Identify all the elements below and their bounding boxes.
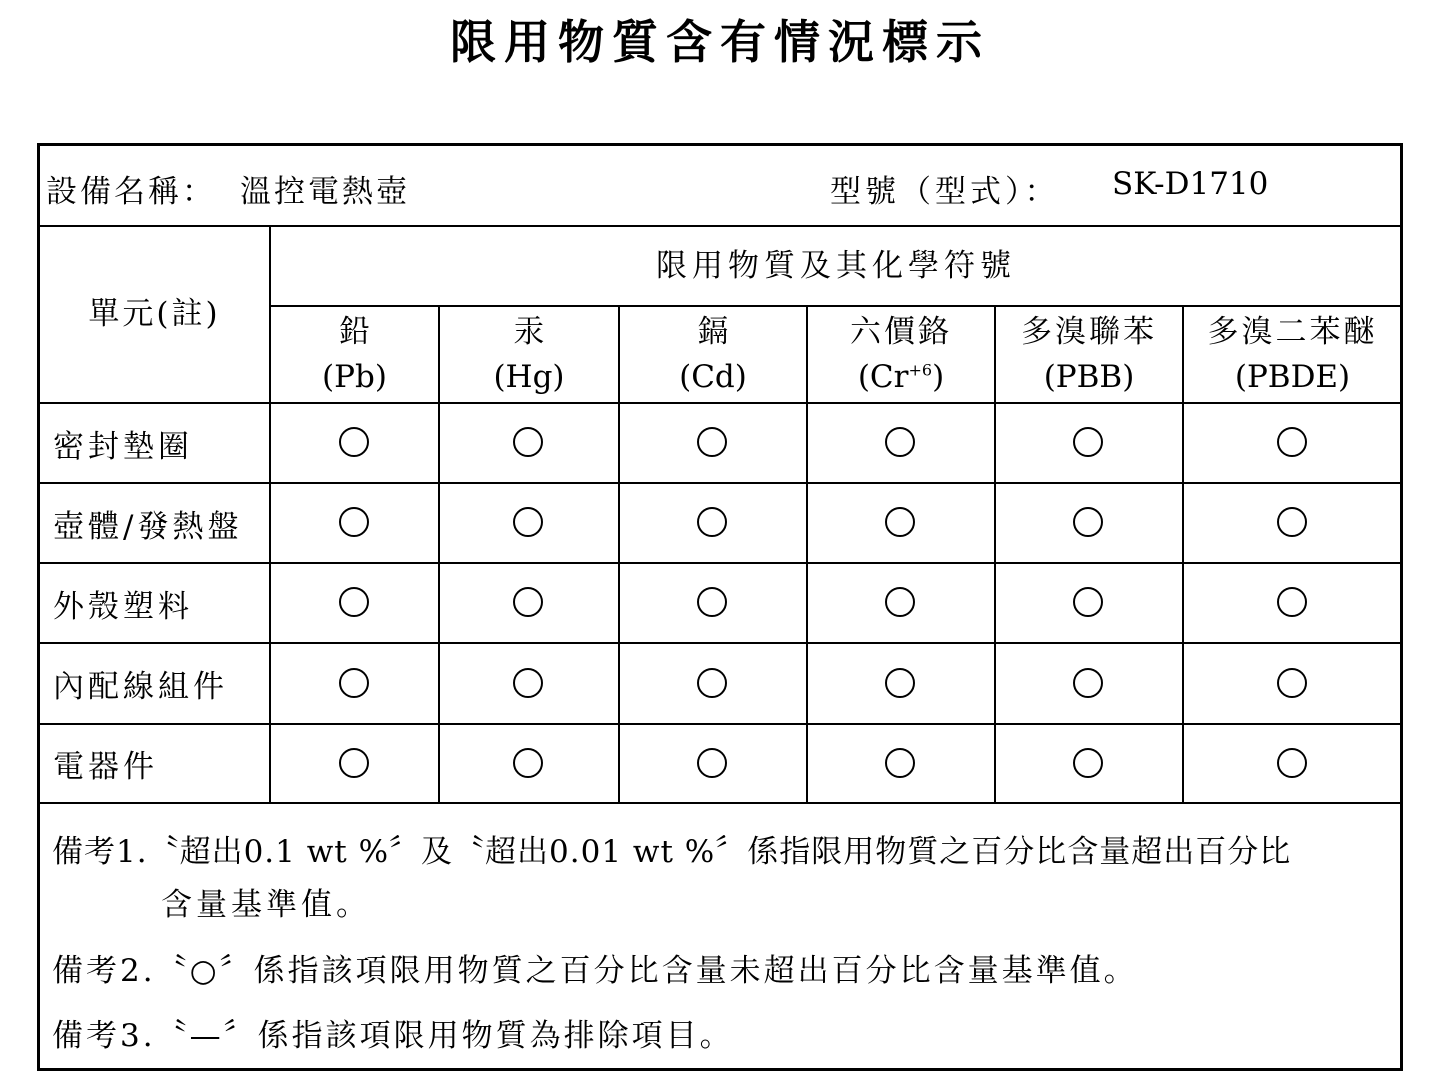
absent-mark-icon: [1277, 748, 1307, 778]
absent-mark-icon: [1277, 427, 1307, 457]
absent-mark-icon: [339, 427, 369, 457]
column-symbol: (PBDE): [1234, 358, 1351, 395]
absent-mark-icon: [1277, 668, 1307, 698]
absent-mark-icon: [339, 587, 369, 617]
divider: [38, 642, 1401, 644]
absent-mark-icon: [513, 587, 543, 617]
note-1-line-2: 含量基準值。: [161, 887, 371, 923]
absent-mark-icon: [697, 507, 727, 537]
column-name: 汞: [513, 313, 545, 350]
column-symbol: [858, 355, 944, 400]
absent-mark-icon: [1073, 668, 1103, 698]
column-name: 多溴聯苯: [1021, 313, 1157, 350]
model-value: SK-D1710: [1112, 166, 1269, 202]
divider: [38, 723, 1401, 725]
absent-mark-icon: [697, 427, 727, 457]
absent-mark-icon: [1277, 587, 1307, 617]
unit-header: [40, 227, 269, 402]
symbol-suffix: ): [932, 358, 945, 395]
symbol-prefix: (Cr: [857, 358, 909, 395]
absent-mark-icon: [339, 668, 369, 698]
absent-mark-icon: [339, 507, 369, 537]
absent-mark-icon: [513, 427, 543, 457]
absent-mark-icon: [1073, 507, 1103, 537]
note-1-line-1: 備考1.〝超出0.1 wt %〞及〝超出0.01 wt %〞係指限用物質之百分比含量超出百分比: [52, 834, 1292, 870]
absent-mark-icon: [1277, 507, 1307, 537]
column-name: 鉛: [339, 313, 370, 350]
absent-mark-icon: [1073, 427, 1103, 457]
row-label: 壺體/發熱盤: [53, 508, 243, 545]
substances-header: [271, 227, 1401, 305]
absent-mark-icon: [885, 507, 915, 537]
column-header-cadmium: [620, 307, 806, 402]
column-symbol: (Cd): [679, 358, 747, 395]
absent-mark-icon: [513, 668, 543, 698]
absent-mark-icon: [697, 668, 727, 698]
symbol-superscript: +6: [908, 360, 933, 380]
column-header-mercury: [440, 307, 618, 402]
row-label: 電器件: [53, 749, 158, 785]
absent-mark-icon: [697, 587, 727, 617]
column-symbol: (PBB): [1043, 358, 1135, 395]
absent-mark-icon: [885, 427, 915, 457]
note-2: 備考2.〝○〞係指該項限用物質之百分比含量未超出百分比含量基準值。: [52, 953, 1138, 989]
document-title: 限用物質含有情況標示: [450, 15, 990, 69]
equipment-name-label: 設備名稱：: [46, 174, 216, 210]
column-header-pbde: [1184, 307, 1401, 402]
absent-mark-icon: [885, 668, 915, 698]
column-symbol: (Pb): [322, 358, 387, 395]
model-label: 型號（型式）：: [830, 174, 1060, 210]
row-label: 外殼塑料: [53, 588, 193, 625]
absent-mark-icon: [513, 748, 543, 778]
column-name: 多溴二苯醚: [1207, 313, 1378, 350]
unit-header-text: 單元(註): [88, 296, 221, 333]
column-symbol: (Hg): [493, 358, 565, 395]
absent-mark-icon: [1073, 748, 1103, 778]
row-label: 密封墊圈: [53, 428, 193, 465]
absent-mark-icon: [513, 507, 543, 537]
absent-mark-icon: [339, 748, 369, 778]
divider: [38, 402, 1401, 404]
absent-mark-icon: [885, 748, 915, 778]
equipment-name-value: 溫控電熱壺: [240, 174, 410, 210]
substances-header-text: 限用物質及其化學符號: [656, 247, 1016, 284]
note-3: 備考3.〝—〞係指該項限用物質為排除項目。: [52, 1018, 734, 1054]
column-header-hexavalent-chromium: [808, 307, 994, 402]
divider: [38, 562, 1401, 564]
column-header-pbb: [996, 307, 1182, 402]
absent-mark-icon: [885, 587, 915, 617]
absent-mark-icon: [1073, 587, 1103, 617]
column-header-lead: [271, 307, 438, 402]
column-name: 鎘: [697, 313, 729, 350]
divider: [38, 802, 1401, 804]
column-name: 六價鉻: [850, 313, 952, 350]
absent-mark-icon: [697, 748, 727, 778]
row-label: 內配線組件: [53, 669, 228, 705]
